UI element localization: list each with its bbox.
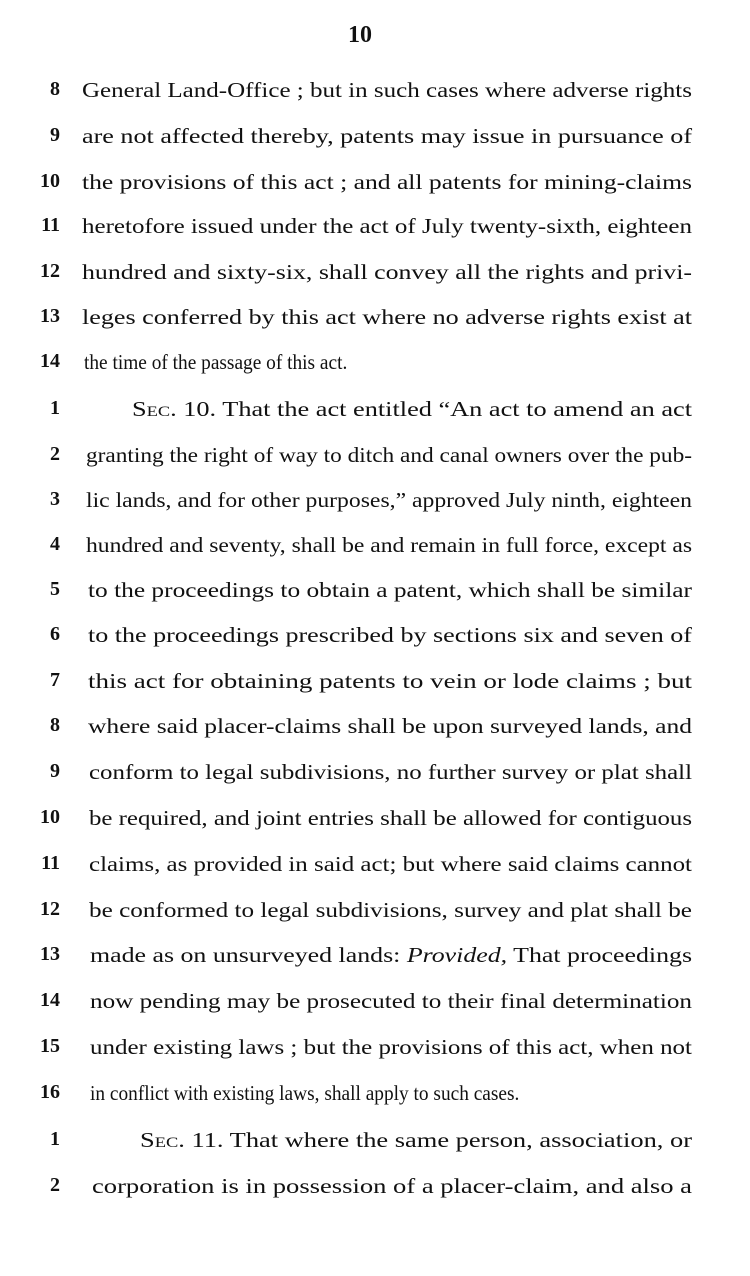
line-number: 13 — [40, 305, 60, 327]
text-line — [0, 78, 750, 118]
line-number: 1 — [50, 1128, 60, 1150]
line-text — [132, 397, 692, 422]
line-number: 12 — [40, 260, 60, 282]
line-number: 8 — [50, 78, 60, 100]
line-text: under existing laws ; but the provisions of this act, when not — [90, 1035, 692, 1059]
line-number: 13 — [40, 943, 60, 965]
section-heading: Sec. 11. — [140, 1128, 224, 1152]
line-number: 11 — [41, 852, 60, 874]
line-text: to the proceedings prescribed by sections six and seven of — [88, 623, 692, 647]
line-text: lic lands, and for other purposes,” approved July ninth, eighteen — [86, 488, 692, 512]
line-text: conform to legal subdivisions, no further survey or plat shall — [89, 760, 693, 784]
line-number: 7 — [50, 669, 60, 691]
line-number: 4 — [50, 533, 60, 555]
text-line — [0, 943, 750, 983]
text-line — [0, 350, 750, 390]
text-line — [0, 669, 750, 709]
line-text: corporation is in possession of a placer-claim, and also a — [92, 1174, 692, 1198]
text-line — [0, 806, 750, 846]
text-line — [0, 989, 750, 1029]
line-text: hundred and sixty-six, shall convey all the rights and privi- — [82, 260, 693, 284]
text-line — [0, 533, 750, 573]
line-text: are not affected thereby, patents may issue in pursuance of — [82, 124, 693, 148]
text-line — [0, 578, 750, 618]
proviso-italic: Provided, — [406, 943, 508, 967]
line-number: 14 — [40, 989, 60, 1011]
line-number: 11 — [41, 214, 60, 236]
line-text: General Land-Office ; but in such cases where adverse rights — [82, 78, 692, 102]
line-text-content: That the act entitled “An act to amend an act — [222, 397, 693, 421]
line-number: 1 — [50, 397, 60, 419]
line-text: leges conferred by this act where no adverse rights exist at — [82, 305, 693, 329]
page-number: 10 — [348, 22, 372, 48]
text-line — [0, 488, 750, 528]
line-text: the provisions of this act ; and all patents for mining-claims — [82, 170, 692, 194]
line-text-content: That where the same person, association, or — [229, 1128, 693, 1152]
line-text-content: That proceedings — [507, 943, 693, 967]
line-number: 2 — [50, 1174, 60, 1196]
line-text: the time of the passage of this act. — [84, 350, 348, 374]
text-line — [0, 124, 750, 164]
line-number: 15 — [40, 1035, 60, 1057]
line-text: to the proceedings to obtain a patent, which shall be similar — [88, 578, 692, 602]
line-number: 9 — [50, 124, 60, 146]
line-text — [140, 1128, 692, 1153]
text-line — [0, 305, 750, 345]
line-text: now pending may be prosecuted to their final determination — [90, 989, 692, 1013]
line-text: heretofore issued under the act of July twenty-sixth, eighteen — [82, 214, 692, 238]
line-number: 16 — [40, 1081, 60, 1103]
text-line — [0, 852, 750, 892]
section-heading: Sec. 10. — [132, 397, 217, 421]
text-line — [0, 443, 750, 483]
line-text: be required, and joint entries shall be allowed for contiguous — [89, 806, 693, 830]
text-line — [0, 1035, 750, 1075]
line-number: 12 — [40, 898, 60, 920]
text-line — [0, 1128, 750, 1168]
text-line — [0, 1081, 750, 1121]
text-line — [0, 760, 750, 800]
line-number: 9 — [50, 760, 60, 782]
line-number: 10 — [40, 806, 60, 828]
text-line — [0, 260, 750, 300]
line-number: 10 — [40, 170, 60, 192]
line-number: 6 — [50, 623, 60, 645]
line-text: granting the right of way to ditch and canal owners over the pub- — [86, 443, 693, 467]
line-text: in conflict with existing laws, shall apply to such cases. — [90, 1081, 520, 1105]
line-text — [90, 943, 692, 968]
line-text: claims, as provided in said act; but where said claims cannot — [89, 852, 692, 876]
line-text: hundred and seventy, shall be and remain in full force, except as — [86, 533, 693, 557]
line-text-content: made as on unsurveyed lands: — [90, 943, 407, 967]
line-number: 8 — [50, 714, 60, 736]
text-line — [0, 714, 750, 754]
line-number: 3 — [50, 488, 60, 510]
text-line — [0, 1174, 750, 1214]
line-text: this act for obtaining patents to vein or lode claims ; but — [88, 669, 693, 693]
text-line — [0, 623, 750, 663]
text-line — [0, 898, 750, 938]
line-number: 2 — [50, 443, 60, 465]
line-number: 14 — [40, 350, 60, 372]
text-line — [0, 214, 750, 254]
line-text: be conformed to legal subdivisions, survey and plat shall be — [89, 898, 692, 922]
line-text: where said placer-claims shall be upon surveyed lands, and — [88, 714, 692, 738]
text-line — [0, 170, 750, 210]
line-number: 5 — [50, 578, 60, 600]
text-line — [0, 397, 750, 437]
